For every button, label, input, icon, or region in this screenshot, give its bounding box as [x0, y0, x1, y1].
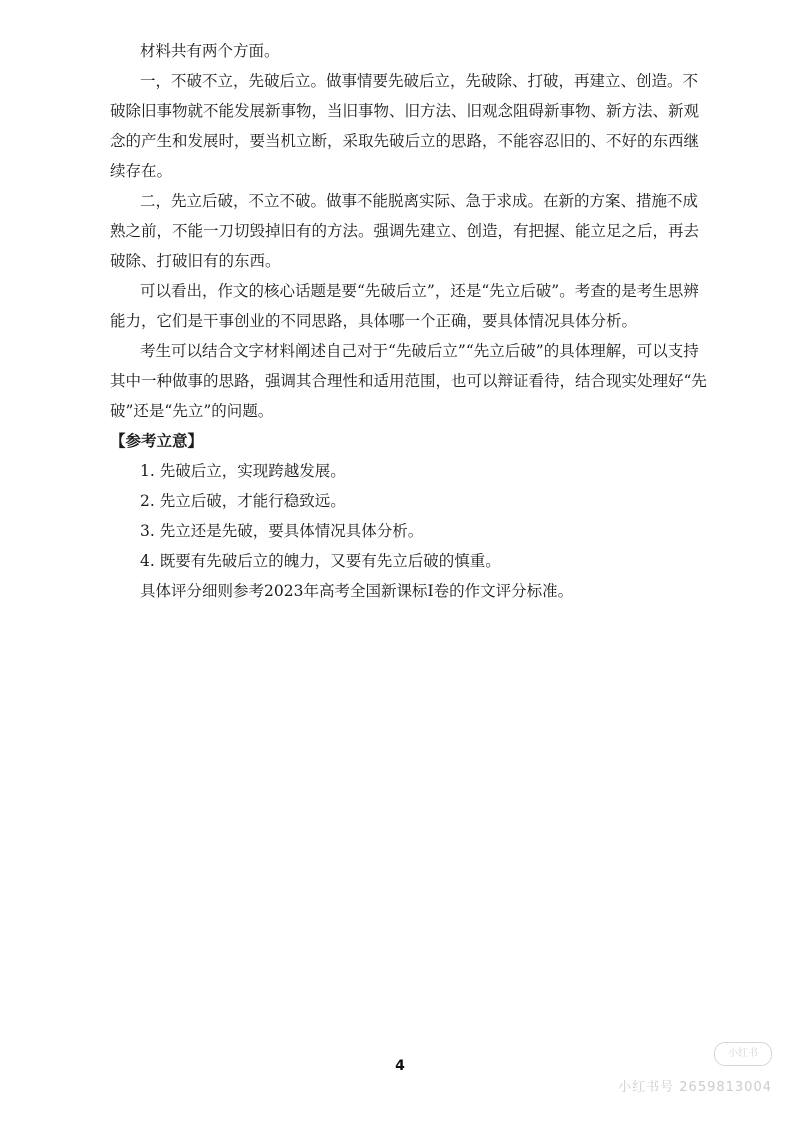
page-number: 4: [395, 1058, 405, 1074]
paragraph-guidance: 考生可以结合文字材料阐述自己对于“先破后立”“先立后破”的具体理解，可以支持其中一种做事的思路，强调其合理性和适用范围，也可以辩证看待，结合现实处理好“先破”还是“先立”的问题。: [110, 342, 707, 420]
paragraph-point-one: 一，不破不立，先破后立。做事情要先破后立，先破除、打破，再建立、创造。不破除旧事物就不能发展新事物，当旧事物、旧方法、旧观念阻碍新事物、新方法、新观念的产生和发展时，要当机立断，采取先破后立的思路，不能容忍旧的、不好的东西继续存在。: [110, 72, 700, 180]
paragraph-intro: 材料共有两个方面。: [140, 42, 280, 60]
paragraph-point-two: 二，先立后破，不立不破。做事不能脱离实际、急于求成。在新的方案、措施不成熟之前，不能一刀切毁掉旧有的方法。强调先建立、创造，有把握、能立足之后，再去破除、打破旧有的东西。: [110, 192, 700, 270]
watermark: [582, 1048, 772, 1110]
paragraph-core-topic: 可以看出，作文的核心话题是要“先破后立”，还是“先立后破”。考查的是考生思辨能力，它们是干事创业的不同思路，具体哪一个正确，要具体情况具体分析。: [110, 282, 699, 330]
closing-note: 具体评分细则参考2023年高考全国新课标Ⅰ卷的作文评分标准。: [140, 582, 574, 600]
list-item: 1. 先破后立，实现跨越发展。: [140, 462, 346, 480]
list-item: 2. 先立后破，才能行稳致远。: [140, 492, 346, 510]
document-body: [110, 36, 710, 606]
section-heading: 【参考立意】: [110, 431, 204, 450]
list-item: 3. 先立还是先破，要具体情况具体分析。: [140, 522, 424, 540]
watermark-logo-icon: 小红书: [714, 1042, 772, 1066]
watermark-text: 小红书号 2659813004: [618, 1080, 772, 1095]
list-item: 4. 既要有先破后立的魄力，又要有先立后破的慎重。: [140, 552, 501, 570]
